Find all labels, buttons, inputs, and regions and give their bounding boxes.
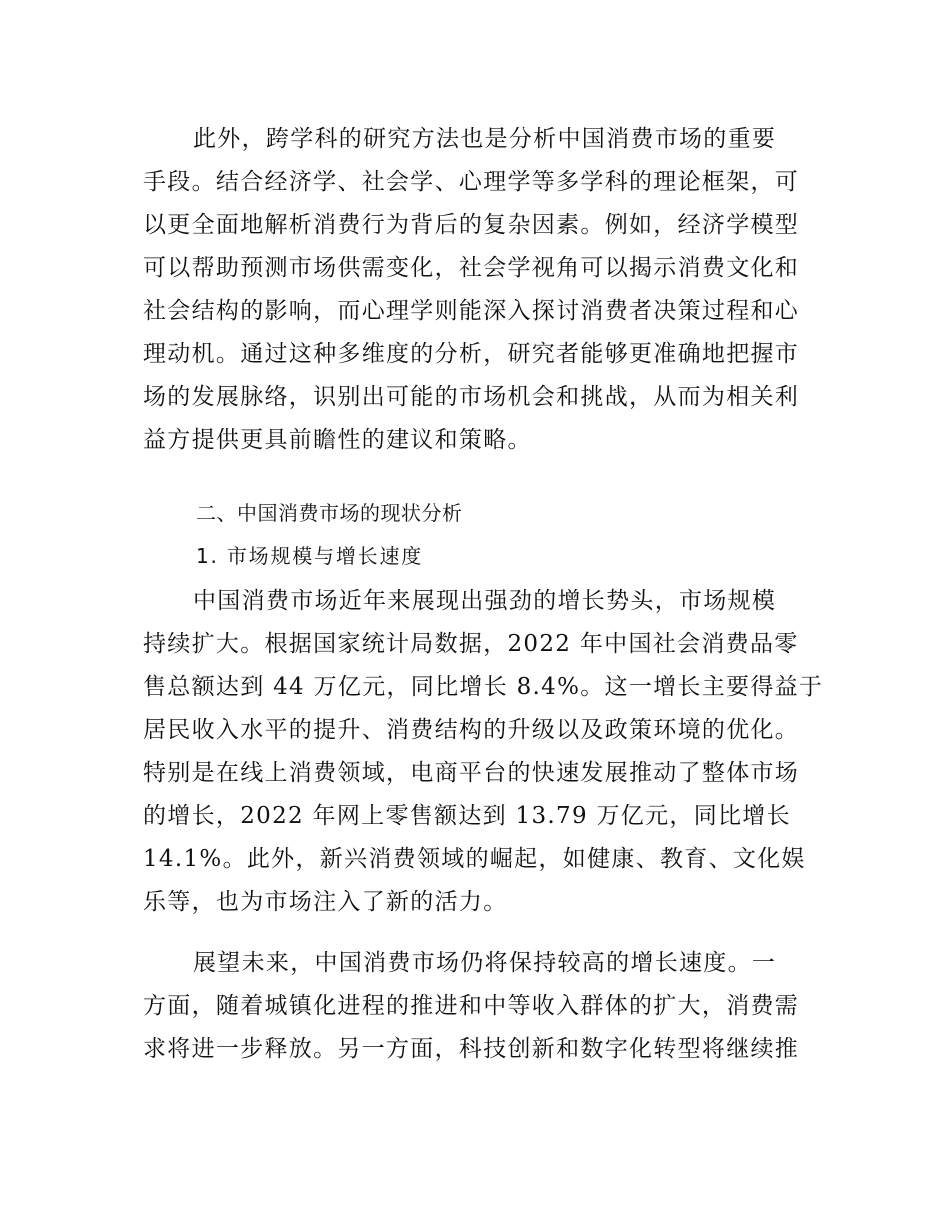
paragraph-2-line-5: 特别是在线上消费领域，电商平台的快速发展推动了整体市场 bbox=[143, 760, 800, 786]
paragraph-1-line-4: 可以帮助预测市场供需变化，社会学视角可以揭示消费文化和 bbox=[143, 255, 800, 281]
paragraph-3-line-2: 方面，随着城镇化进程的推进和中等收入群体的扩大，消费需 bbox=[143, 993, 800, 1019]
paragraph-3-line-1: 展望未来，中国消费市场仍将保持较高的增长速度。一 bbox=[193, 950, 777, 976]
section-heading: 二、中国消费市场的现状分析 bbox=[196, 501, 463, 525]
paragraph-1-line-2: 手段。结合经济学、社会学、心理学等多学科的理论框架，可 bbox=[143, 169, 800, 195]
paragraph-3-line-3: 求将进一步释放。另一方面，科技创新和数字化转型将继续推 bbox=[143, 1036, 800, 1062]
paragraph-1-line-7: 场的发展脉络，识别出可能的市场机会和挑战，从而为相关利 bbox=[143, 384, 800, 410]
paragraph-1-line-6: 理动机。通过这种多维度的分析，研究者能够更准确地把握市 bbox=[143, 341, 800, 367]
paragraph-1-line-5: 社会结构的影响，而心理学则能深入探讨消费者决策过程和心 bbox=[143, 298, 800, 324]
paragraph-2-line-4: 居民收入水平的提升、消费结构的升级以及政策环境的优化。 bbox=[143, 717, 800, 743]
paragraph-1-line-8: 益方提供更具前瞻性的建议和策略。 bbox=[143, 427, 532, 453]
paragraph-2-line-6: 的增长，2022 年网上零售额达到 13.79 万亿元，同比增长 bbox=[143, 803, 791, 829]
paragraph-2-line-3: 售总额达到 44 万亿元，同比增长 8.4%。这一增长主要得益于 bbox=[143, 674, 824, 700]
paragraph-1-line-3: 以更全面地解析消费行为背后的复杂因素。例如，经济学模型 bbox=[143, 212, 800, 238]
paragraph-1-line-1: 此外，跨学科的研究方法也是分析中国消费市场的重要 bbox=[193, 126, 777, 152]
paragraph-2-line-1: 中国消费市场近年来展现出强劲的增长势头，市场规模 bbox=[193, 588, 777, 614]
subsection-heading: 1. 市场规模与增长速度 bbox=[196, 544, 424, 568]
paragraph-2-line-7: 14.1%。此外，新兴消费领域的崛起，如健康、教育、文化娱 bbox=[143, 846, 806, 872]
paragraph-2-line-8: 乐等，也为市场注入了新的活力。 bbox=[143, 889, 508, 915]
paragraph-2-line-2: 持续扩大。根据国家统计局数据，2022 年中国社会消费品零 bbox=[143, 631, 799, 657]
